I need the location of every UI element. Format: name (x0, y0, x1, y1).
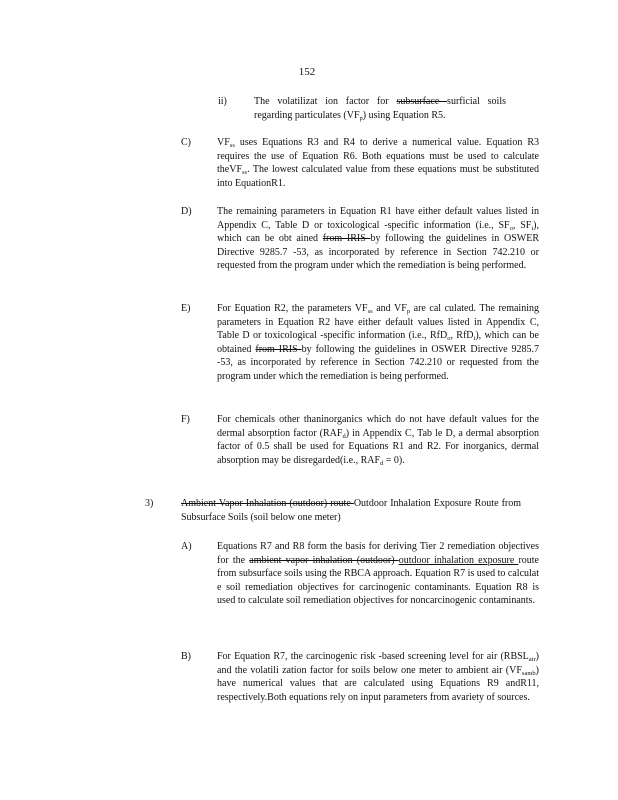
item-c-label: C) (181, 137, 191, 148)
text: ), which can be obtained (217, 330, 539, 355)
text: For Equation R7, the carcinogenic risk -based screening level for air (RBSL (217, 651, 529, 662)
text: Equations R7 and R8 form the basis for deriving Tier 2 remediation objectives for the (217, 541, 539, 566)
item-3-heading (181, 497, 521, 524)
text: and VF (376, 303, 407, 314)
item-f-label: F) (181, 414, 190, 425)
text: uses Equations R3 and R4 to derive a numerical value. Equation R3 requires the use of Equation R6. Both equations must be used to calculate theVF (217, 137, 540, 176)
text: ) in Appendix C, Tab le D, a dermal absorption factor of 0.5 shall be used for Equations R1 and R2. For inorganics, dermal absorption may be disregarded(i.e., RAF (217, 427, 539, 466)
subscript: p (359, 114, 363, 122)
item-3b-label: B) (181, 651, 191, 662)
item-3-label: 3) (145, 498, 154, 509)
item-3b-text (217, 650, 539, 704)
item-f-text (217, 413, 539, 467)
text: ) have numerical values that are calculated using Equations R9 andR11, respectively.Both equations rely on input parameters from avariety of sources. (217, 664, 539, 703)
struck-text: Ambient Vapor Inhalation (outdoor) route (181, 498, 354, 509)
subscript: o (509, 224, 513, 232)
text: ) using Equation R5. (362, 109, 446, 121)
item-3a-text (217, 540, 539, 608)
text: Outdoor Inhalation Exposure Route from Subsurface Soils (soil below one meter) (181, 498, 522, 523)
item-e-text (217, 302, 539, 384)
subscript: i (531, 224, 534, 232)
item-d-label: D) (181, 206, 192, 217)
text: by following the guidelines in OSWER Directive 9285.7 -53, as incorporated by reference in Section 742.210 or requested from the program under which the remediation is being performed. (217, 233, 539, 272)
text: . The lowest calculated value from these equations must be substituted into EquationR1. (217, 164, 539, 189)
item-ii-label: ii) (218, 96, 227, 107)
subscript: o (447, 335, 451, 343)
text: route from subsurface soils using the RBCA approach. Equation R7 is used to calculat e soil remediation objectives for carcinogenic contaminants. Equation R8 is used to calculate soil remediation objectives for noncarcinogenic contaminants. (217, 554, 539, 607)
text: For Equation R2, the parameters VF (217, 303, 368, 314)
subscript: samb (521, 669, 536, 677)
page-number: 152 (298, 66, 316, 78)
underlined-text: outdoor inhalation exposure (398, 554, 519, 566)
text: VF (217, 137, 230, 148)
struck-text: from IRIS (255, 343, 302, 355)
text: ), which can be obt ained (217, 219, 539, 245)
item-ii-text (254, 95, 506, 122)
text: The volatilizat ion factor for (254, 96, 397, 107)
subscript: i (473, 335, 476, 343)
subscript: ss (242, 169, 248, 177)
text: The remaining parameters in Equation R1 have either default values listed in Appendix C, Table D or toxicological -specific information (i.e., SF (217, 206, 539, 231)
text: ) and the volatili zation factor for soils below one meter to ambient air (VF (217, 651, 539, 676)
text: , SF (512, 219, 532, 231)
text: surficial soils regarding particulates (VF (254, 96, 506, 121)
text: For chemicals other thaninorganics which do not have default values for the dermal absorption factor (RAF (217, 414, 539, 439)
subscript: d (342, 432, 346, 440)
subscript: d (380, 459, 384, 467)
item-e-label: E) (181, 303, 191, 314)
item-d-text (217, 205, 539, 273)
text: are cal culated. The remaining parameters in Equation R2 have either default values listed in Appendix C, Table D or toxicological -specific information (i.e., RfD (217, 303, 539, 342)
struck-text: subsurface (396, 96, 448, 107)
subscript: air (528, 656, 536, 663)
text: = 0). (385, 454, 405, 466)
item-c-text (217, 136, 539, 190)
struck-text: ambient vapor inhalation (outdoor) (249, 554, 399, 566)
struck-text: from IRIS (322, 233, 371, 245)
text: , RfD (450, 330, 474, 342)
subscript: ss (229, 142, 235, 149)
item-3a-label: A) (181, 541, 192, 552)
text: by following the guidelines in OSWER Directive 9285.7 -53, as incorporated by reference in Section 742.210 or requested from the program under which the remediation is being performed. (217, 343, 539, 382)
subscript: ss (367, 308, 373, 315)
subscript: p (406, 308, 411, 315)
